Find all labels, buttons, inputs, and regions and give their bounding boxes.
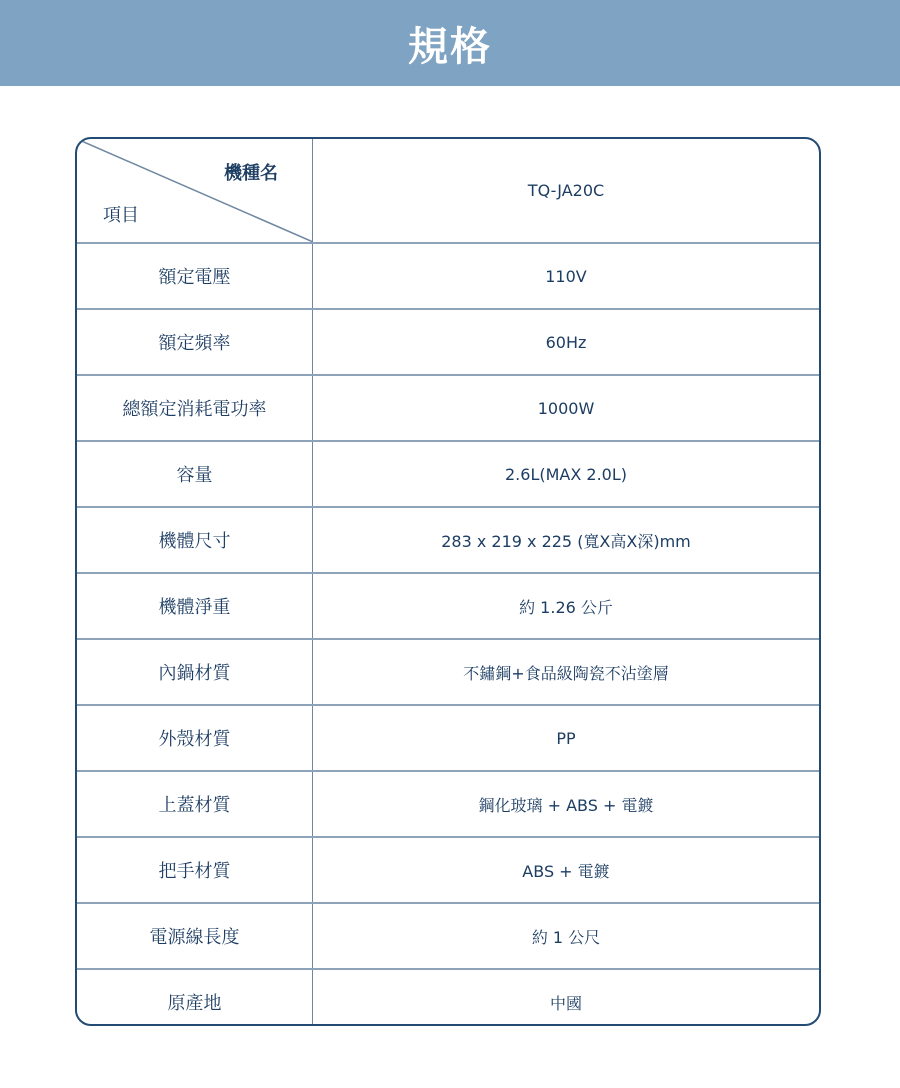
- spec-value: PP: [556, 728, 576, 748]
- table-row: [77, 506, 819, 572]
- spec-label: 內鍋材質: [77, 640, 313, 704]
- spec-value: ABS + 電鍍: [522, 861, 610, 881]
- spec-label: 容量: [77, 442, 313, 506]
- spec-value: 1000W: [537, 398, 595, 418]
- table-header-row: [77, 139, 819, 242]
- spec-value: 約 1.26 公斤: [519, 597, 613, 617]
- table-row: [77, 704, 819, 770]
- spec-value: 約 1 公尺: [531, 927, 601, 947]
- spec-label: 機體尺寸: [77, 508, 313, 572]
- spec-label: 原產地: [77, 970, 313, 1026]
- table-row: [77, 836, 819, 902]
- model-name-label: 機種名: [224, 163, 278, 184]
- spec-value: 鋼化玻璃 + ABS + 電鍍: [478, 795, 654, 815]
- spec-table: [75, 137, 821, 1026]
- spec-value: 中國: [549, 993, 582, 1013]
- table-row: [77, 572, 819, 638]
- spec-label: 額定電壓: [77, 244, 313, 308]
- spec-label: 把手材質: [77, 838, 313, 902]
- spec-label: 電源線長度: [77, 904, 313, 968]
- model-value: TQ-JA20C: [527, 181, 605, 200]
- table-row: [77, 440, 819, 506]
- title-banner: [0, 0, 900, 86]
- spec-value: 110V: [545, 266, 587, 286]
- table-row: [77, 374, 819, 440]
- table-row: [77, 968, 819, 1026]
- spec-value: 60Hz: [545, 332, 587, 352]
- spec-label: 額定頻率: [77, 310, 313, 374]
- spec-label: 上蓋材質: [77, 772, 313, 836]
- header-corner-cell: [77, 139, 313, 242]
- spec-value: 不鏽鋼+食品級陶瓷不沾塗層: [463, 663, 669, 683]
- table-row: [77, 902, 819, 968]
- spec-label: 外殼材質: [77, 706, 313, 770]
- spec-value: 2.6L(MAX 2.0L): [505, 464, 627, 484]
- table-row: [77, 308, 819, 374]
- table-row: [77, 638, 819, 704]
- spec-value: 283 x 219 x 225 (寬X高X深)mm: [441, 531, 691, 551]
- table-row: [77, 770, 819, 836]
- item-label: 項目: [103, 205, 139, 226]
- page-title: 規格: [408, 23, 492, 70]
- table-row: [77, 242, 819, 308]
- spec-label: 機體淨重: [77, 574, 313, 638]
- spec-label: 總額定消耗電功率: [77, 376, 313, 440]
